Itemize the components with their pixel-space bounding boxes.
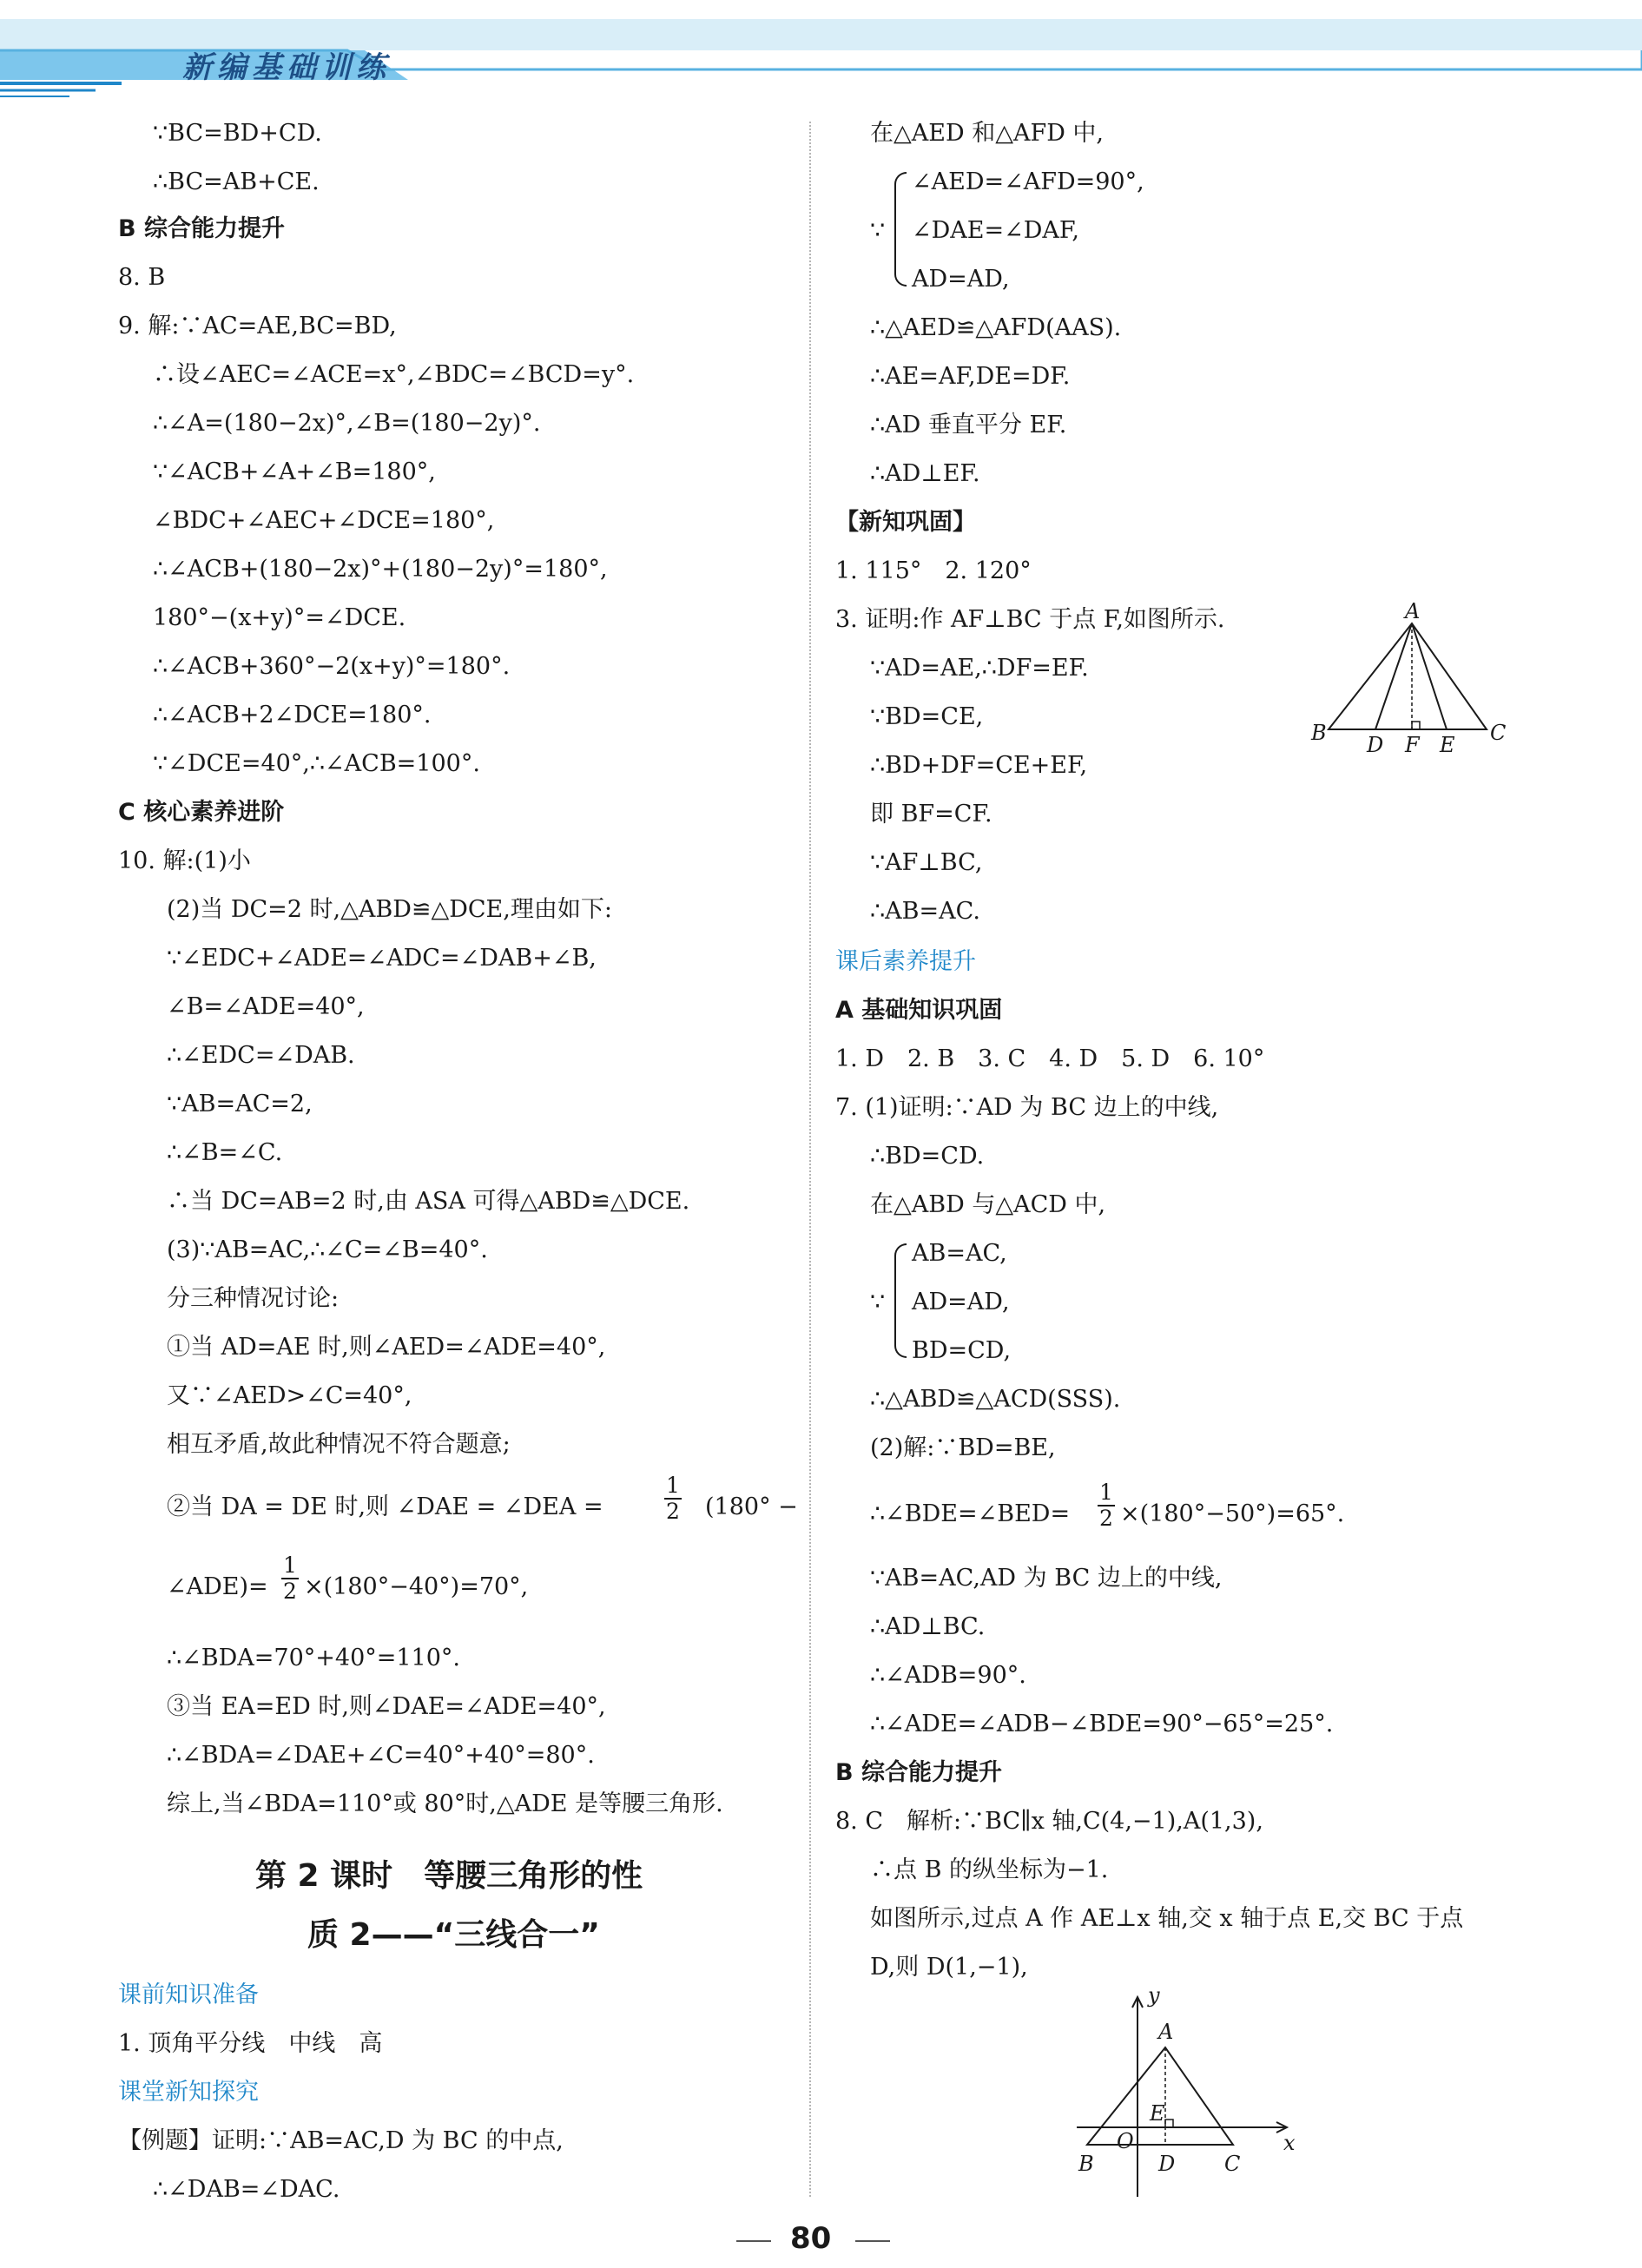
text-line: ∠B=∠ADE=40°, — [167, 993, 365, 1020]
text-line: ∴AB=AC. — [870, 898, 980, 925]
text-line: 相互矛盾,故此种情况不符合题意; — [167, 1431, 511, 1458]
text-line: (180° − — [705, 1493, 798, 1520]
label-E: E — [1150, 2101, 1165, 2126]
brace-icon — [894, 1243, 907, 1358]
text-line: ∵AF⊥BC, — [870, 849, 983, 876]
text-line: 180°−(x+y)°=∠DCE. — [153, 604, 406, 631]
label-D: D — [1367, 733, 1384, 757]
text-line: 即 BF=CF. — [870, 801, 992, 827]
text-line: ∵AB=AC=2, — [167, 1091, 313, 1118]
brace-because: ∵ — [870, 1289, 886, 1315]
answer-line: 【例题】证明:∵AB=AC,D 为 BC 的中点, — [118, 2127, 564, 2154]
text-line: ∴∠EDC=∠DAB. — [167, 1042, 355, 1069]
text-line: ∵BD=CE, — [870, 703, 984, 730]
section-heading: B 综合能力提升 — [835, 1759, 1002, 1786]
fraction-half: 1 2 — [281, 1553, 299, 1604]
text-line: 在△ABD 与△ACD 中, — [870, 1191, 1106, 1218]
text-line: ∴∠B=∠C. — [167, 1139, 283, 1166]
label-y: y — [1148, 1988, 1160, 2008]
brace-icon — [894, 172, 907, 287]
label-C: C — [1224, 2152, 1241, 2176]
label-A: A — [1405, 599, 1421, 623]
text-line: ∴AD⊥EF. — [870, 460, 980, 487]
page-number: 80 — [790, 2221, 832, 2256]
answer-line: 1. D 2. B 3. C 4. D 5. D 6. 10° — [835, 1045, 1265, 1072]
text-line: ∴∠BDA=70°+40°=110°. — [167, 1645, 460, 1671]
text-line: ∴∠ADE=∠ADB−∠BDE=90°−65°=25°. — [870, 1711, 1334, 1737]
label-E: E — [1440, 733, 1455, 757]
label-A: A — [1158, 2020, 1174, 2044]
page-number-dash — [736, 2240, 771, 2242]
text-line: ∴AE=AF,DE=DF. — [870, 363, 1071, 390]
text-line: ∴△AED≌△AFD(AAS). — [870, 314, 1122, 341]
text-line: 如图所示,过点 A 作 AE⊥x 轴,交 x 轴于点 E,交 BC 于点 — [870, 1905, 1464, 1932]
text-line: ∵BC=BD+CD. — [153, 120, 322, 147]
answer-line: 10. 解:(1)小 — [118, 847, 251, 874]
text-line: ∠AED=∠AFD=90°, — [912, 168, 1144, 195]
text-line: ∴BC=AB+CE. — [153, 168, 320, 195]
section-heading: B 综合能力提升 — [118, 215, 285, 242]
text-line: ∴∠DAB=∠DAC. — [153, 2176, 340, 2203]
text-line: ①当 AD=AE 时,则∠AED=∠ADE=40°, — [167, 1334, 606, 1361]
lesson-title: 质 2——“三线合一” — [307, 1917, 600, 1953]
label-B: B — [1311, 721, 1327, 745]
text-line: ∠BDC+∠AEC+∠DCE=180°, — [153, 507, 495, 534]
label-D: D — [1158, 2152, 1176, 2176]
text-line: ∴∠ACB+360°−2(x+y)°=180°. — [153, 653, 511, 680]
text-line: ×(180°−40°)=70°, — [304, 1573, 529, 1600]
brace-because: ∵ — [870, 217, 886, 244]
text-line: ∴AD 垂直平分 EF. — [870, 412, 1067, 438]
answer-line: 1. 顶角平分线 中线 高 — [118, 2030, 383, 2057]
text-line: ∴∠ADB=90°. — [870, 1662, 1026, 1689]
coordinate-figure — [1059, 1988, 1302, 2205]
text-line: (2)解:∵BD=BE, — [870, 1434, 1056, 1461]
text-line: ×(180°−50°)=65°. — [1120, 1500, 1345, 1527]
text-line: ∵∠DCE=40°,∴∠ACB=100°. — [153, 750, 480, 777]
text-line: AD=AD, — [912, 266, 1010, 293]
text-line: BD=CD, — [912, 1337, 1012, 1364]
text-line: AB=AC, — [912, 1240, 1007, 1267]
page-number-dash — [855, 2240, 890, 2242]
header-title: 新编基础训练 — [182, 50, 391, 85]
column-divider — [809, 122, 811, 2197]
text-line: ∠ADE)= — [167, 1573, 268, 1600]
text-line: ∴BD=CD. — [870, 1143, 985, 1170]
text-line: ∴AD⊥BC. — [870, 1613, 986, 1640]
answer-line: 8. B — [118, 264, 166, 291]
text-line: (3)∵AB=AC,∴∠C=∠B=40°. — [167, 1236, 488, 1263]
text-line: AD=AD, — [912, 1289, 1010, 1315]
text-line: 在△AED 和△AFD 中, — [870, 120, 1105, 147]
text-line: ∴∠A=(180−2x)°,∠B=(180−2y)°. — [153, 410, 541, 437]
section-heading: 【新知巩固】 — [835, 509, 976, 536]
text-line: D,则 D(1,−1), — [870, 1954, 1028, 1981]
text-line: ∵AD=AE,∴DF=EF. — [870, 655, 1089, 682]
answer-line: 8. C 解析:∵BC∥x 轴,C(4,−1),A(1,3), — [835, 1808, 1263, 1835]
section-heading: 课前知识准备 — [118, 1981, 259, 2008]
triangle-figure — [1302, 599, 1511, 764]
text-line: ∴点 B 的纵坐标为−1. — [870, 1856, 1109, 1883]
answer-line: 3. 证明:作 AF⊥BC 于点 F,如图所示. — [835, 606, 1225, 633]
answer-line: 9. 解:∵AC=AE,BC=BD, — [118, 313, 397, 340]
text-line: ∠DAE=∠DAF, — [912, 217, 1079, 244]
text-line: ∵∠ACB+∠A+∠B=180°, — [153, 458, 436, 485]
text-line: 又∵∠AED>∠C=40°, — [167, 1382, 412, 1409]
section-heading: C 核心素养进阶 — [118, 799, 285, 826]
text-line: (2)当 DC=2 时,△ABD≌△DCE,理由如下: — [167, 896, 612, 923]
section-heading: A 基础知识巩固 — [835, 997, 1003, 1024]
text-line: ∴∠BDE=∠BED= — [870, 1500, 1071, 1527]
text-line: ∴BD+DF=CE+EF, — [870, 752, 1088, 779]
label-B: B — [1078, 2152, 1094, 2176]
section-heading: 课后素养提升 — [835, 948, 976, 975]
answer-line: 1. 115° 2. 120° — [835, 557, 1032, 584]
label-F: F — [1405, 733, 1420, 757]
text-line: ②当 DA = DE 时,则 ∠DAE = ∠DEA = — [167, 1493, 603, 1520]
text-line: 分三种情况讨论: — [167, 1285, 340, 1312]
text-line: ∴当 DC=AB=2 时,由 ASA 可得△ABD≌△DCE. — [167, 1188, 690, 1215]
text-line: ③当 EA=ED 时,则∠DAE=∠ADE=40°, — [167, 1693, 606, 1720]
text-line: ∴∠BDA=∠DAE+∠C=40°+40°=80°. — [167, 1742, 595, 1769]
section-heading: 课堂新知探究 — [118, 2079, 259, 2106]
fraction-half: 1 2 — [664, 1474, 682, 1524]
label-C: C — [1490, 721, 1507, 745]
text-line: ∴设∠AEC=∠ACE=x°,∠BDC=∠BCD=y°. — [153, 361, 635, 388]
fraction-half: 1 2 — [1098, 1480, 1115, 1531]
answer-line: 7. (1)证明:∵AD 为 BC 边上的中线, — [835, 1094, 1219, 1121]
text-line: ∵∠EDC+∠ADE=∠ADC=∠DAB+∠B, — [167, 945, 597, 972]
text-line: ∴∠ACB+2∠DCE=180°. — [153, 702, 432, 729]
text-line: ∴∠ACB+(180−2x)°+(180−2y)°=180°, — [153, 556, 608, 583]
lesson-title: 第 2 课时 等腰三角形的性 — [255, 1858, 643, 1894]
text-line: 综上,当∠BDA=110°或 80°时,△ADE 是等腰三角形. — [167, 1790, 723, 1817]
text-line: ∴△ABD≌△ACD(SSS). — [870, 1386, 1121, 1413]
text-line: ∵AB=AC,AD 为 BC 边上的中线, — [870, 1565, 1223, 1592]
label-O: O — [1117, 2129, 1134, 2153]
label-x: x — [1283, 2131, 1296, 2155]
